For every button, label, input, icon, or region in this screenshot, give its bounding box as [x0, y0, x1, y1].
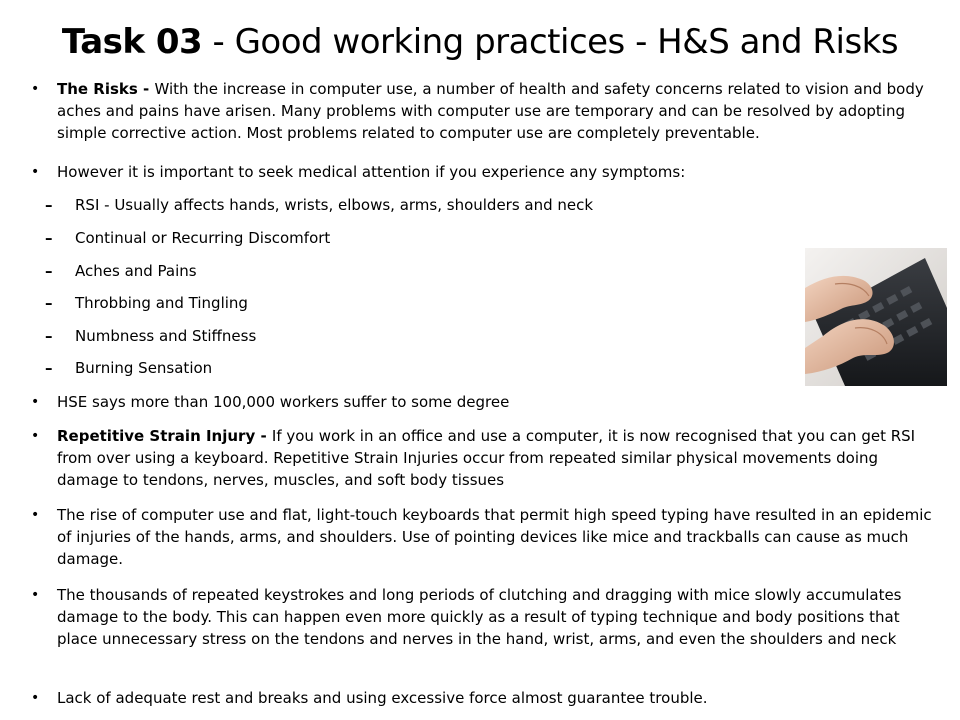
bullet-text: If you work in an office and use a computer, it is now recognised that you can get RSI from over using a keyboard. Repetitive Strain Injuries occur from repeated similar physical movements doing damage to tendons, nerves, muscles, and soft body tissues [57, 427, 916, 489]
title-text: - Good working practices - H&S and Risks [202, 22, 899, 62]
bullet-text: However it is important to seek medical attention if you experience any symptoms: [57, 163, 686, 181]
typing-hands-photo [805, 248, 947, 386]
symptom-item: – Throbbing and Tingling [75, 292, 775, 314]
symptom-item: – Numbness and Stiffness [75, 325, 775, 347]
bullet-lead: The Risks - [57, 80, 155, 98]
bullet-rest-and-breaks [57, 687, 937, 709]
bullet-hse [57, 391, 937, 413]
title-task-number: Task 03 [61, 22, 203, 62]
bullet-text: Lack of adequate rest and breaks and using excessive force almost guarantee trouble. [57, 689, 708, 707]
bullet-text: The thousands of repeated keystrokes and long periods of clutching and dragging with mice slowly accumulates damage to the body. This can happen even more quickly as a result of typing technique and body positions that place unnecessary stress on the tendons and nerves in the hand, wrist, arms, and even the shoulders and neck [57, 586, 902, 648]
bullet-repeated-keystrokes [57, 584, 937, 650]
bullet-rsi [57, 425, 937, 491]
symptom-item: – Aches and Pains [75, 260, 775, 282]
bullet-the-risks [57, 78, 937, 144]
symptom-item: – Continual or Recurring Discomfort [75, 227, 775, 249]
bullet-text: With the increase in computer use, a number of health and safety concerns related to vision and body aches and pains have arisen. Many problems with computer use are temporary and can be resolved by adopting simple corrective action. Most problems related to computer use are completely preventable. [57, 80, 924, 142]
bullet-seek-medical [57, 161, 937, 183]
bullet-rise-of-computer-use [57, 504, 937, 570]
bullet-lead: Repetitive Strain Injury - [57, 427, 272, 445]
symptom-item: – Burning Sensation [75, 357, 775, 379]
page-title [0, 20, 960, 64]
bullet-text: HSE says more than 100,000 workers suffer to some degree [57, 393, 510, 411]
keyboard-hands-illustration [805, 248, 947, 386]
bullet-text: The rise of computer use and flat, light-touch keyboards that permit high speed typing have resulted in an epidemic of injuries of the hands, arms, and shoulders. Use of pointing devices like mice and trackballs can cause as much damage. [57, 506, 932, 568]
symptom-item: – RSI - Usually affects hands, wrists, elbows, arms, shoulders and neck [75, 194, 775, 216]
